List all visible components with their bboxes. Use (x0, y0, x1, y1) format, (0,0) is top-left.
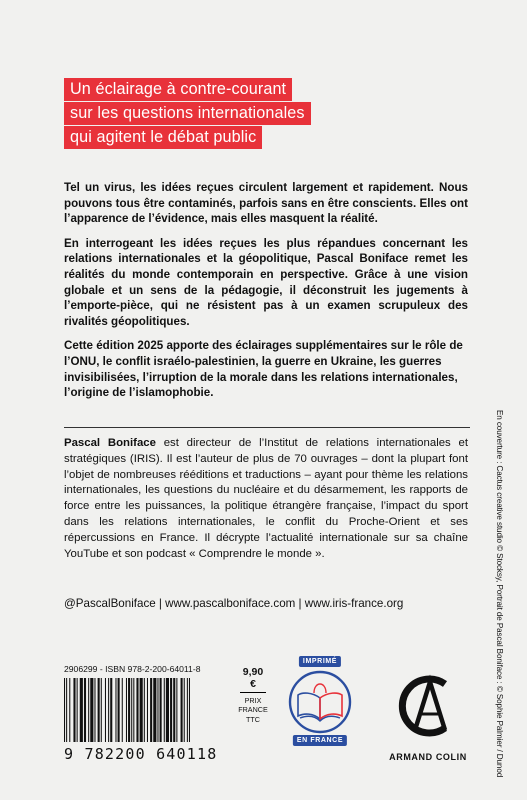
barcode-bar (140, 678, 143, 742)
barcode-bar (101, 678, 102, 742)
barcode-bar (94, 678, 95, 742)
section-divider (64, 427, 470, 428)
barcode-bar (131, 678, 132, 742)
intro-text (64, 180, 468, 410)
barcode-bar (108, 678, 109, 742)
price-label-1: PRIX (244, 696, 262, 705)
barcode-bar (88, 678, 89, 742)
barcode (64, 678, 230, 742)
barcode-bar (98, 678, 100, 742)
barcode-bar (189, 678, 190, 742)
barcode-bar (144, 678, 145, 742)
barcode-bar (153, 678, 156, 742)
barcode-bar (164, 678, 165, 742)
barcode-bar (105, 678, 106, 742)
barcode-bar (187, 678, 188, 742)
intro-paragraph-1: Tel un virus, les idées reçues circulent largement et rapidement. Nous pouvons tous être contaminés, parfois sans en être conscients. Elles ont l’apparence de l’évidence, mais elles masquent la réalité. (64, 181, 468, 226)
barcode-bar (160, 678, 162, 742)
barcode-bar (122, 678, 123, 742)
barcode-bar (115, 678, 116, 742)
author-links: @PascalBoniface | www.pascalboniface.com | www.iris-france.org (64, 597, 404, 610)
author-name: Pascal Boniface (64, 437, 156, 449)
tagline-line-1: Un éclairage à contre-courant (64, 78, 292, 101)
barcode-bar (126, 678, 127, 742)
barcode-bar (69, 678, 70, 742)
seal-label-bottom: EN FRANCE (293, 735, 347, 746)
barcode-bar (173, 678, 175, 742)
tagline-line-2: sur les questions internationales (64, 102, 311, 125)
barcode-bar (166, 678, 169, 742)
author-bio-text: est directeur de l’Institut de relations internationales et stratégiques (IRIS). Il est l’auteur de plus de 70 ouvrages – dont la plupart font l’objet de nombreuses rééditions et traductions – ayant pour thème les relations internationales, les questions du nucléaire et du désarmement, les rapports de force entre les puissances, la politique étrangère française, l’impact du sport dans les relations internationales, le conflit du Proche-Orient et ses répercussions en France. Il décrypte l’actualité internationale sur sa chaîne YouTube et son podcast « Comprendre le monde ». (64, 437, 468, 560)
isbn-line: 2906299 - ISBN 978-2-200-64011-8 (64, 664, 201, 674)
barcode-bar (64, 678, 65, 742)
barcode-bar (136, 678, 138, 742)
price-label-3: TTC (246, 714, 260, 724)
intro-paragraph-3: Cette édition 2025 apporte des éclairages supplémentaires sur le rôle de l’ONU, le conflit israélo-palestinien, la guerre en Ukraine, les guerres invisibilisées, l’irruption de la morale dans les relations internationales, l’origine de l’islamophobie. (64, 339, 463, 400)
publisher-logo (383, 666, 473, 762)
barcode-bar (181, 678, 183, 742)
tagline-line-3: qui agitent le débat public (64, 126, 262, 149)
barcode-bar (84, 678, 86, 742)
seal-label-top: IMPRIMÉ (299, 656, 341, 667)
intro-paragraph-2: En interrogeant les idées reçues les plus répandues concernant les relations internationales et la géopolitique, Pascal Boniface remet les réalités du monde contemporain en perspective. Grâce à une vision globale et un sens de la pédagogie, il déconstruit les jugements à l’emporte-pièce, qui ne résistent pas à un examen scrupuleux des rivalités géopolitiques. (64, 236, 468, 328)
barcode-bar (73, 678, 75, 742)
barcode-bar (110, 678, 112, 742)
barcode-bar (90, 678, 93, 742)
barcode-bar (133, 678, 134, 742)
tagline-block (64, 78, 311, 150)
price-value: 9,90 € (240, 666, 266, 693)
cover-credit: En couverture : Cactus creative studio © Stocksy, Portrait de Pascal Boniface : © Sophie Palmier / Dunod (495, 410, 504, 778)
barcode-bar (128, 678, 130, 742)
barcode-bar (176, 678, 177, 742)
printed-in-france-seal (282, 656, 358, 748)
barcode-bar (80, 678, 83, 742)
barcode-bar (184, 678, 185, 742)
publisher-name: ARMAND COLIN (389, 752, 467, 762)
price-box (238, 666, 268, 750)
barcode-bar (150, 678, 152, 742)
price-label-2: FRANCE (238, 705, 268, 715)
barcode-digits: 9 782200 640118 (64, 745, 218, 763)
barcode-bar (77, 678, 78, 742)
barcode-bar (66, 678, 67, 742)
armand-colin-logo-icon (383, 666, 473, 746)
author-bio (64, 436, 468, 562)
barcode-bar (147, 678, 148, 742)
barcode-bar (157, 678, 158, 742)
barcode-bar (170, 678, 172, 742)
barcode-bar (118, 678, 120, 742)
